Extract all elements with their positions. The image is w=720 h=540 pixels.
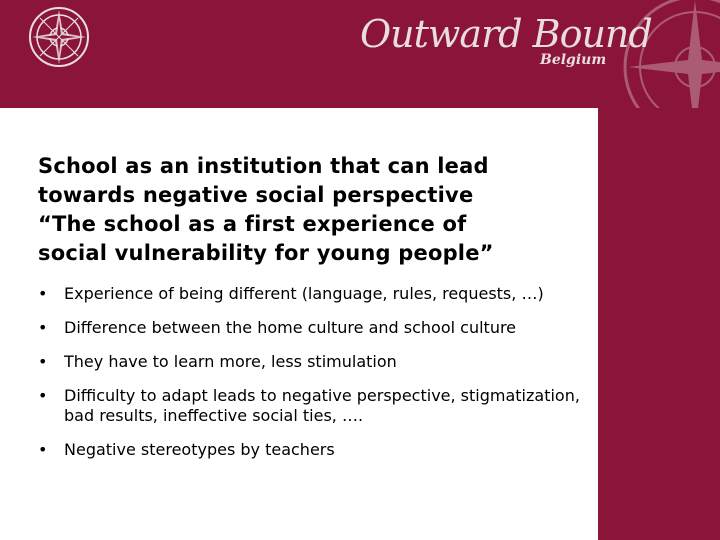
side-band xyxy=(598,108,720,540)
logo-subtitle: Belgium xyxy=(540,52,607,68)
bullet-marker: • xyxy=(38,352,48,371)
bullet-text: Difficulty to adapt leads to negative perspective, stigmatization, bad results, ineffective social ties, …. xyxy=(64,386,580,425)
bullet-marker: • xyxy=(38,386,48,405)
title-line: social vulnerability for young people” xyxy=(38,241,494,265)
compass-rose-icon xyxy=(28,6,90,68)
bullet-list xyxy=(38,284,583,460)
title-line: towards negative social perspective xyxy=(38,183,474,207)
bullet-item xyxy=(38,386,583,426)
bullet-text: Experience of being different (language, rules, requests, …) xyxy=(64,284,544,303)
bullet-marker: • xyxy=(38,440,48,459)
bullet-text: Difference between the home culture and school culture xyxy=(64,318,517,337)
bullet-text: They have to learn more, less stimulation xyxy=(64,352,397,371)
bullet-text: Negative stereotypes by teachers xyxy=(64,440,335,459)
logo-wordmark: Outward Bound xyxy=(360,12,652,56)
title-line: School as an institution that can lead xyxy=(38,154,489,178)
bullet-marker: • xyxy=(38,284,48,303)
outward-bound-logo xyxy=(360,8,652,74)
title-line: “The school as a first experience of xyxy=(38,212,467,236)
bullet-item xyxy=(38,318,583,338)
bullet-item xyxy=(38,352,583,372)
header-band xyxy=(0,0,720,108)
slide-title xyxy=(38,152,583,268)
bullet-item xyxy=(38,284,583,304)
bullet-item xyxy=(38,440,583,460)
bullet-marker: • xyxy=(38,318,48,337)
slide-content xyxy=(38,152,583,474)
